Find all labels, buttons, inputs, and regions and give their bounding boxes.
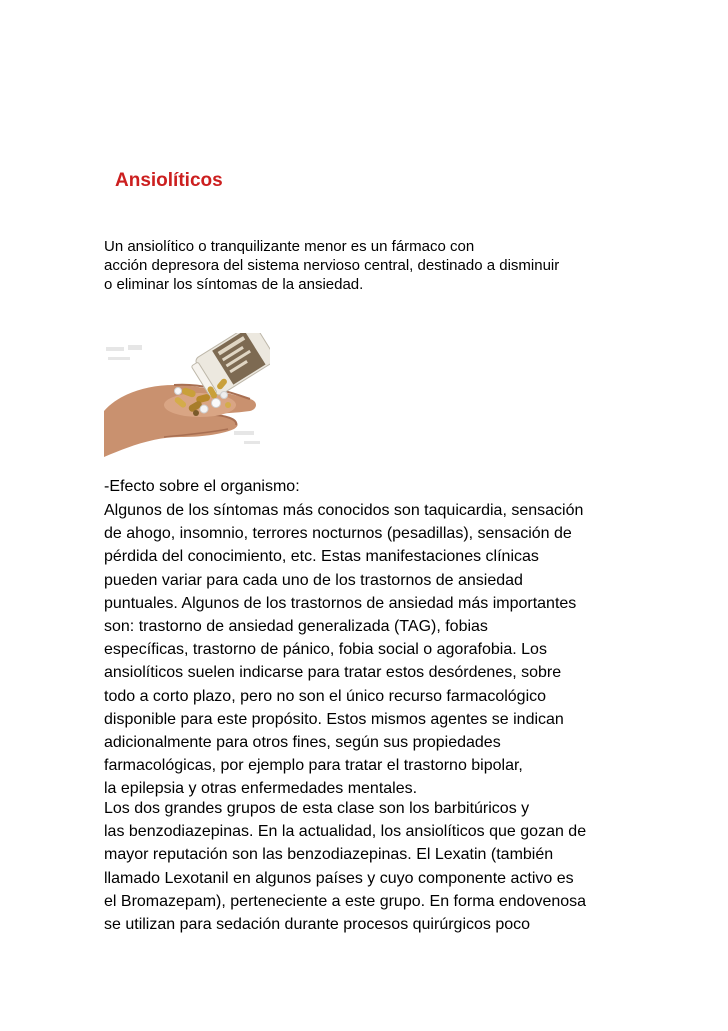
document-title: Ansiolíticos — [115, 170, 223, 191]
hand-holding-pills-photo-icon — [104, 333, 270, 457]
paragraph-line: específicas, trastorno de pánico, fobia social o agorafobia. Los — [104, 641, 547, 659]
paragraph-line: todo a corto plazo, pero no son el único recurso farmacológico — [104, 687, 547, 705]
paragraph-line: Los dos grandes grupos de esta clase son los barbitúricos y — [104, 800, 530, 817]
paragraph-line: mayor reputación son las benzodiazepinas. El Lexatin (también — [104, 846, 554, 864]
paragraph-line: puntuales. Algunos de los trastornos de ansiedad más importantes — [104, 594, 577, 612]
paragraph-line: llamado Lexotanil en algunos países y cuyo componente activo es — [104, 869, 574, 887]
paragraph-line: pueden variar para cada uno de los trastornos de ansiedad — [104, 571, 523, 589]
paragraph-line: disponible para este propósito. Estos mismos agentes se indican — [104, 710, 564, 728]
intro-paragraph — [104, 237, 644, 294]
intro-line: o eliminar los síntomas de la ansiedad. — [104, 276, 364, 293]
paragraph-line: farmacológicas, por ejemplo para tratar el trastorno bipolar, — [104, 757, 523, 775]
paragraph-line: de ahogo, insomnio, terrores nocturnos (pesadillas), sensación de — [104, 525, 572, 543]
paragraph-line: adicionalmente para otros fines, según sus propiedades — [104, 734, 501, 752]
effects-paragraph — [104, 499, 644, 801]
groups-paragraph — [104, 797, 644, 936]
paragraph-line: pérdida del conocimiento, etc. Estas manifestaciones clínicas — [104, 548, 539, 566]
intro-line: acción depresora del sistema nervioso central, destinado a disminuir — [104, 257, 560, 274]
section-heading: -Efecto sobre el organismo: — [104, 478, 300, 495]
paragraph-line: Algunos de los síntomas más conocidos son taquicardia, sensación — [104, 502, 584, 519]
paragraph-line: son: trastorno de ansiedad generalizada (TAG), fobias — [104, 618, 488, 636]
paragraph-line: el Bromazepam), perteneciente a este grupo. En forma endovenosa — [104, 892, 587, 910]
paragraph-line: las benzodiazepinas. En la actualidad, los ansiolíticos que gozan de — [104, 823, 587, 841]
pills-in-hand-image — [104, 333, 270, 457]
intro-line: Un ansiolítico o tranquilizante menor es un fármaco con — [104, 238, 475, 255]
paragraph-line: se utilizan para sedación durante procesos quirúrgicos poco — [104, 916, 531, 934]
paragraph-line: ansiolíticos suelen indicarse para tratar estos desórdenes, sobre — [104, 664, 562, 682]
paragraph-line: la epilepsia y otras enfermedades mentales. — [104, 780, 418, 798]
